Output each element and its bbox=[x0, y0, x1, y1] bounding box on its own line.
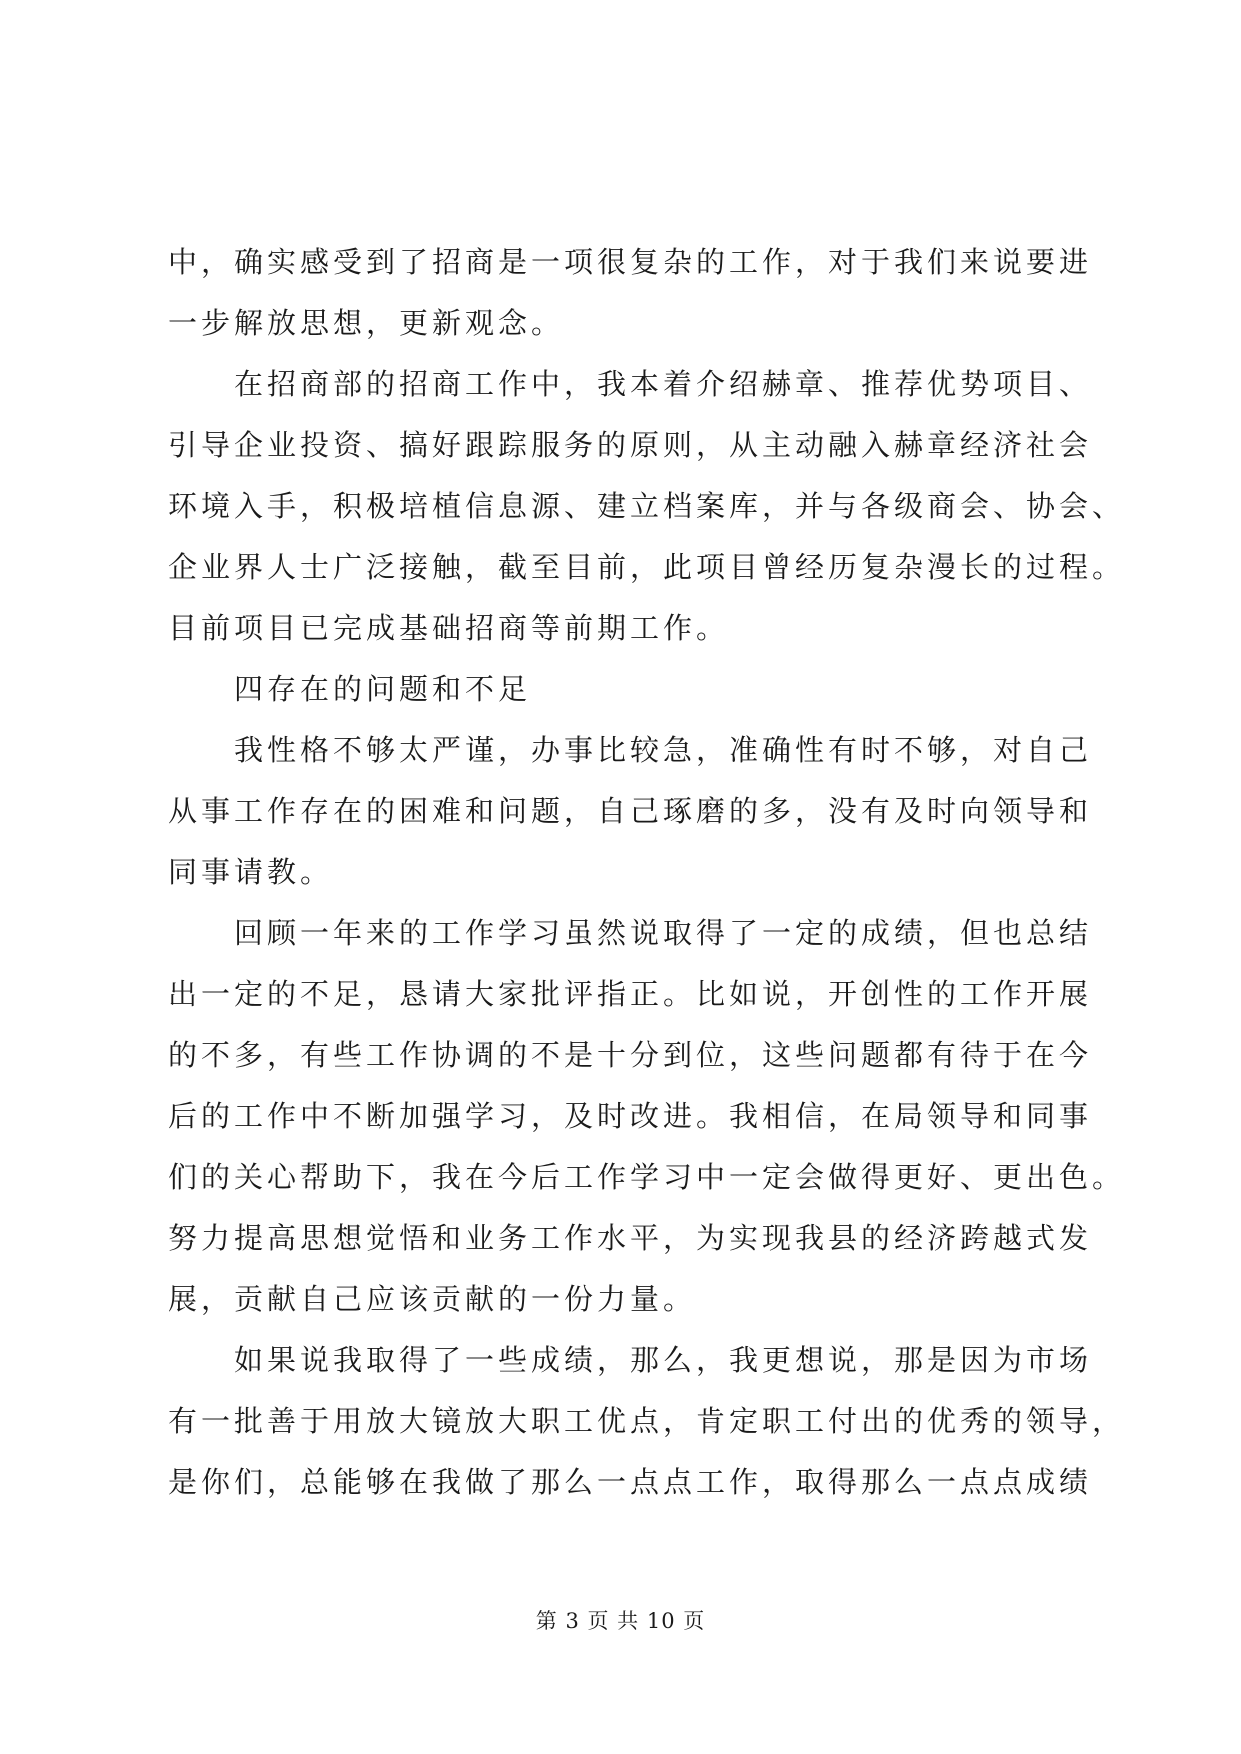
text-line: 们的关心帮助下，我在今后工作学习中一定会做得更好、更出色。 bbox=[168, 1160, 1126, 1194]
text-line: 同事请教。 bbox=[168, 855, 334, 889]
text-line: 在招商部的招商工作中，我本着介绍赫章、推荐优势项目、 bbox=[234, 367, 1093, 401]
text-line: 出一定的不足，恳请大家批评指正。比如说，开创性的工作开展 bbox=[168, 977, 1093, 1011]
text-line: 的不多，有些工作协调的不是十分到位，这些问题都有待于在今 bbox=[168, 1038, 1093, 1072]
text-line: 一步解放思想，更新观念。 bbox=[168, 306, 565, 340]
text-line: 后的工作中不断加强学习，及时改进。我相信，在局领导和同事 bbox=[168, 1099, 1093, 1133]
text-line: 回顾一年来的工作学习虽然说取得了一定的成绩，但也总结 bbox=[234, 916, 1093, 950]
text-line: 我性格不够太严谨，办事比较急，准确性有时不够，对自己 bbox=[234, 733, 1093, 767]
text-line: 努力提高思想觉悟和业务工作水平，为实现我县的经济跨越式发 bbox=[168, 1221, 1093, 1255]
text-line: 企业界人士广泛接触，截至目前，此项目曾经历复杂漫长的过程。 bbox=[168, 550, 1126, 584]
text-line: 有一批善于用放大镜放大职工优点，肯定职工付出的优秀的领导， bbox=[168, 1404, 1126, 1438]
text-line: 引导企业投资、搞好跟踪服务的原则，从主动融入赫章经济社会 bbox=[168, 428, 1093, 462]
text-line: 从事工作存在的困难和问题，自己琢磨的多，没有及时向领导和 bbox=[168, 794, 1093, 828]
text-line: 中，确实感受到了招商是一项很复杂的工作，对于我们来说要进 bbox=[168, 245, 1093, 279]
text-line: 如果说我取得了一些成绩，那么，我更想说，那是因为市场 bbox=[234, 1343, 1093, 1377]
document-body bbox=[168, 232, 1126, 1513]
text-line: 目前项目已完成基础招商等前期工作。 bbox=[168, 611, 730, 645]
page-footer: 第 3 页 共 10 页 bbox=[535, 1609, 706, 1633]
text-line: 环境入手，积极培植信息源、建立档案库，并与各级商会、协会、 bbox=[168, 489, 1126, 523]
section-heading: 四存在的问题和不足 bbox=[234, 672, 532, 706]
text-line: 展，贡献自己应该贡献的一份力量。 bbox=[168, 1282, 697, 1316]
text-line: 是你们，总能够在我做了那么一点点工作，取得那么一点点成绩 bbox=[168, 1465, 1093, 1499]
